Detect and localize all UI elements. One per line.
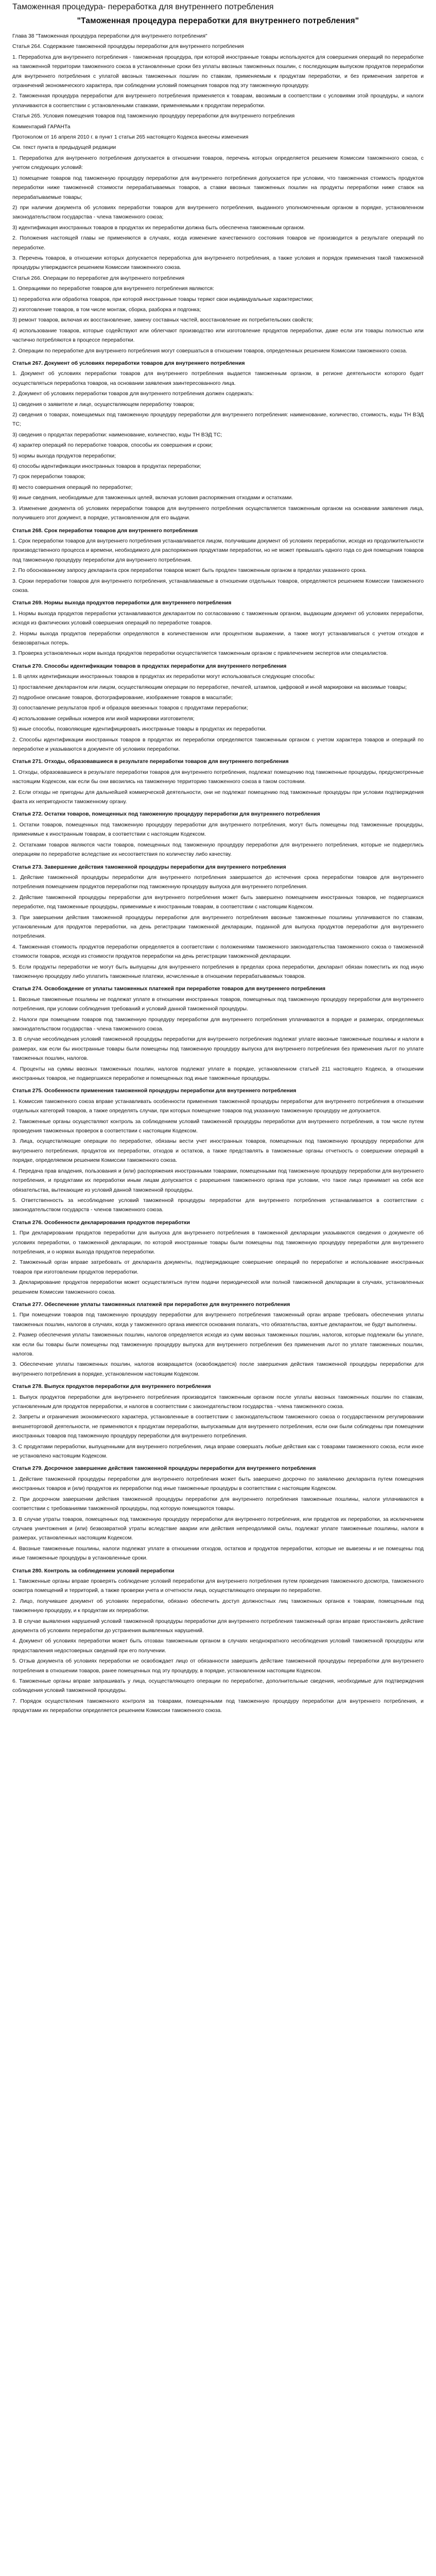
paragraph [12, 1577, 424, 1596]
article-heading: Статья 275. Особенности применения таможенной процедуры переработки для внутреннего потребления [12, 1088, 297, 1094]
paragraph-text: Комментарий ГАРАНТа [12, 124, 71, 130]
paragraph [12, 483, 424, 493]
paragraph [12, 1015, 424, 1035]
paragraph [12, 1278, 424, 1297]
article-heading: Статья 269. Нормы выхода продуктов переработки для внутреннего потребления [12, 600, 232, 606]
paragraph [12, 577, 424, 596]
paragraph [12, 92, 424, 111]
article-heading: Статья 279. Досрочное завершение действия таможенной процедуры переработки для внутреннего потребления [12, 1466, 316, 1472]
paragraph-text: 1. В целях идентификации иностранных товаров в продуктах их переработки могут использоваться следующие способы: [12, 674, 316, 680]
paragraph [12, 1117, 424, 1137]
paragraph [12, 133, 424, 142]
paragraph-text: 4. Передача прав владения, пользования и (или) распоряжения иностранными товарами, помещенными под таможенную процедуру переработки для внутреннего потребления, и продуктами их переработки иным лицам допускается с разрешения таможенного органа при условии, что такое лицо принимает на себя все обязательства, вытекающие из условий данной таможенной процедуры. [12, 1168, 424, 1193]
paragraph-text: Статья 265. Условия помещения товаров под таможенную процедуру переработки для внутреннего потребления [12, 113, 295, 120]
paragraph [12, 736, 424, 755]
paragraph [12, 441, 424, 450]
paragraph-text: 2. Нормы выхода продуктов переработки определяются в количественном или процентном выражении, а также могут устанавливаться с учетом отходов и безвозвратных потерь. [12, 631, 424, 646]
paragraph-text: 3) идентификация иностранных товаров в продуктах их переработки должна быть обеспечена таможенным органом. [12, 225, 305, 231]
article-heading: Статья 277. Обеспечение уплаты таможенных платежей при переработке для внутреннего потребления [12, 1301, 290, 1308]
paragraph-text: 2. Запреты и ограничения экономического характера, установленные в соответствии с законодательством таможенного союза о государственном регулировании внешнеторговой деятельности, не применяются к продуктам переработки, выпускаемым для внутреннего потребления, если они были соблюдены при помещении иностранных товаров под таможенную процедуру переработки для внутреннего потребления. [12, 1414, 424, 1439]
paragraph [12, 566, 424, 575]
paragraph-text: 7) срок переработки товаров; [12, 474, 85, 480]
paragraph [12, 1311, 424, 1330]
paragraph-text: 4. Ввозные таможенные пошлины, налоги подлежат уплате в отношении отходов, остатков и продуктов переработки, которые не вывезены и не помещены под иные таможенные процедуры в установленные сроки. [12, 1546, 424, 1562]
paragraph [12, 609, 424, 629]
paragraph [12, 630, 424, 649]
paragraph-text: 3. Обеспечение уплаты таможенных пошлин, налогов возвращается (освобождается) после завершения действия таможенной процедуры переработки для внутреннего потребления в порядке, установленном настоящим Кодексом. [12, 1362, 424, 1377]
paragraph-text: 1. При декларировании продуктов переработки для выпуска для внутреннего потребления в таможенной декларации указываются сведения о документе об условиях переработки, о таможенной декларации, по которой иностранные товары были помещены под таможенную процедуру переработки для внутреннего потребления, и о нормах выхода продуктов переработки. [12, 1230, 424, 1255]
paragraph [12, 53, 424, 91]
paragraph [12, 873, 424, 892]
paragraph [12, 1360, 424, 1379]
paragraph [12, 757, 424, 767]
paragraph-text: 6. Таможенные органы вправе запрашивать у лица, осуществляющего операции по переработке, дополнительные сведения, необходимые для подтверждения соблюдения условий таможенной процедуры. [12, 1679, 424, 1694]
paragraph-text: 3. Проверка установленных норм выхода продуктов переработки осуществляется таможенным органом с привлечением экспертов или специалистов. [12, 651, 388, 657]
article-heading: Статья 272. Остатки товаров, помещенных под таможенную процедуру переработки для внутреннего потребления [12, 811, 320, 818]
paragraph [12, 985, 424, 994]
paragraph [12, 649, 424, 658]
paragraph-text: 4. Таможенная стоимость продуктов переработки определяется в соответствии с положениями таможенного законодательства таможенного союза о таможенной стоимости товаров, исходя из стоимости продуктов переработки на день регистрации таможенной декларации. [12, 944, 424, 960]
paragraph [12, 494, 424, 503]
paragraph [12, 284, 424, 294]
paragraph-text: 1. Операциями по переработке товаров для внутреннего потребления являются: [12, 286, 214, 292]
paragraph [12, 316, 424, 325]
paragraph [12, 1464, 424, 1473]
paragraph [12, 204, 424, 223]
paragraph-text: 3. В случае несоблюдения условий таможенной процедуры переработки для внутреннего потребления подлежат уплате ввозные таможенные пошлины и налоги в размерах, как если бы иностранные товары были помещены под таможенную процедуру выпуска для внутреннего потребления без применения льгот по уплате таможенных пошлин, налогов. [12, 1037, 424, 1062]
paragraph-text: 2. Действие таможенной процедуры переработки для внутреннего потребления может быть завершено помещением иностранных товаров, не подвергшихся переработке, под таможенные процедуры, применимые к иностранным товарам, в соответствии с настоящим Кодексом. [12, 894, 424, 910]
paragraph [12, 1443, 424, 1462]
paragraph-text: 2. Способы идентификации иностранных товаров в продуктах их переработки определяются таможенным органом с учетом характера товаров и операций по переработке и указываются в документе об условиях переработки. [12, 737, 424, 753]
paragraph-text: 1. Нормы выхода продуктов переработки устанавливаются декларантом по согласованию с таможенным органом, выдающим документ об условиях переработки, исходя из фактических условий совершения операций по переработке товаров. [12, 611, 424, 626]
paragraph [12, 995, 424, 1014]
paragraph [12, 913, 424, 942]
paragraph [12, 154, 424, 173]
paragraph [12, 788, 424, 807]
paragraph [12, 274, 424, 283]
article-heading: Статья 270. Способы идентификации товаров в продуктах переработки для внутреннего потребления [12, 663, 287, 669]
paragraph-text: 2. Остатками товаров являются части товаров, помещенных под таможенную процедуру переработки для внутреннего потребления, которые не подверглись операциям по переработке вследствие их несоответствия по количеству либо качеству. [12, 842, 424, 858]
paragraph [12, 504, 424, 523]
paragraph-text: 4) использование товаров, которые содействуют или облегчают производство или изготовление продуктов переработки, даже если эти товары полностью или частично потребляются в процессе переработки. [12, 328, 424, 344]
paragraph [12, 963, 424, 982]
paragraph [12, 1035, 424, 1063]
paragraph-text: 4) характер операций по переработке товаров, способы их совершения и сроки; [12, 443, 213, 449]
paragraph-text: 1. Переработка для внутреннего потребления допускается в отношении товаров, перечень которых определяется решением Комиссии таможенного союза, с учетом следующих условий: [12, 155, 424, 171]
paragraph-text: 3. С продуктами переработки, выпущенными для внутреннего потребления, лица вправе совершать любые действия как с товарами таможенного союза, если иное не установлено настоящим Кодексом. [12, 1444, 424, 1460]
paragraph [12, 369, 424, 388]
paragraph [12, 715, 424, 724]
paragraph-text: 1. Действие таможенной процедуры переработки для внутреннего потребления может быть завершено досрочно по заявлению декларанта путем помещения иностранных товаров и (или) продуктов их переработки под иные таможенные процедуры в соответствии с настоящим Кодексом. [12, 1476, 424, 1492]
paragraph-text: 1. При помещении товаров под таможенную процедуру переработки для внутреннего потребления таможенный орган вправе требовать обеспечения уплаты таможенных пошлин, налогов в случаях, когда у таможенного органа имеются основания полагать, что обязательства, взятые декларантом, не будут выполнены. [12, 1312, 424, 1328]
article-heading: Статья 276. Особенности декларирования продуктов переработки [12, 1219, 190, 1226]
paragraph-text: 2) изготовление товаров, в том числе монтаж, сборка, разборка и подгонка; [12, 307, 201, 313]
paragraph-text: 3. Лица, осуществляющие операции по переработке, обязаны вести учет иностранных товаров, помещенных под таможенную процедуру переработки для внутреннего потребления, продуктов их переработки, отходов и остатков, а также представлять в таможенные органы отчетность о совершении операций в порядке, определяемом решением Комиссии таможенного союза. [12, 1139, 424, 1164]
paragraph [12, 672, 424, 682]
document-body [12, 32, 424, 1716]
paragraph-text: 2. При досрочном завершении действия таможенной процедуры переработки для внутреннего потребления таможенные пошлины, налоги уплачиваются в соответствии с требованиями таможенной процедуры, под которую помещаются товары. [12, 1496, 424, 1512]
paragraph [12, 123, 424, 132]
paragraph [12, 347, 424, 356]
paragraph [12, 1617, 424, 1636]
paragraph [12, 174, 424, 202]
paragraph [12, 1413, 424, 1441]
paragraph [12, 943, 424, 962]
paragraph [12, 662, 424, 671]
paragraph [12, 1137, 424, 1165]
paragraph-text: 2. Если отходы не пригодны для дальнейшей коммерческой деятельности, они не подлежат помещению под таможенные процедуры при условии подтверждения факта их непригодности таможенному органу. [12, 789, 424, 805]
paragraph [12, 32, 424, 41]
paragraph [12, 1196, 424, 1215]
paragraph-text: 3) сопоставление результатов проб и образцов ввезенных товаров с продуктами переработки; [12, 705, 248, 711]
paragraph [12, 400, 424, 410]
paragraph-text: 1) переработка или обработка товаров, при которой иностранные товары теряют свои индивидуальные характеристики; [12, 296, 313, 302]
paragraph [12, 1087, 424, 1096]
paragraph-text: 1) проставление декларантом или лицом, осуществляющим операции по переработке, печатей, штампов, цифровой и иной маркировки на ввозимые товары; [12, 684, 407, 690]
paragraph [12, 1258, 424, 1277]
paragraph [12, 327, 424, 346]
paragraph [12, 1218, 424, 1228]
paragraph-text: 3. Сроки переработки товаров для внутреннего потребления, устанавливаемые в отношении отдельных товаров, определяются решением Комиссии таможенного союза. [12, 578, 424, 594]
paragraph-text: 1. Переработка для внутреннего потребления - таможенная процедура, при которой иностранные товары используются для совершения операций по переработке на таможенной территории таможенного союза в установленные сроки без уплаты ввозных таможенных пошлин, с последующим выпуском продуктов переработки для внутреннего потребления с уплатой ввозных таможенных пошлин по ставкам, применяемым к продуктам переработки, и без применения запретов и ограничений экономического характера, при соблюдении условий помещения товаров под эту таможенную процедуру. [12, 54, 424, 89]
paragraph-text: 3. При завершении действия таможенной процедуры переработки для внутреннего потребления ввозные таможенные пошлины уплачиваются по ставкам, установленным для продуктов переработки, на день регистрации таможенной декларации, поданной для выпуска продуктов переработки для внутреннего потребления. [12, 914, 424, 940]
paragraph-text: 7. Порядок осуществления таможенного контроля за товарами, помещенными под таможенную процедуру переработки для внутреннего потребления, и продуктами их переработки определяется решением Комиссии таможенного союза. [12, 1698, 424, 1714]
paragraph-text: 2. Лицо, получившее документ об условиях переработки, обязано обеспечить доступ должностных лиц таможенных органов к товарам, помещенным под таможенную процедуру, и к продуктам их переработки. [12, 1598, 424, 1614]
paragraph-text: 1) сведения о заявителе и лице, осуществляющем переработку товаров; [12, 401, 195, 408]
paragraph [12, 306, 424, 315]
paragraph-text: 5) нормы выхода продуктов переработки; [12, 453, 116, 459]
paragraph-text: 5) иные способы, позволяющие идентифицировать иностранные товары в продуктах их переработки. [12, 726, 267, 733]
paragraph [12, 693, 424, 703]
paragraph [12, 389, 424, 399]
paragraph [12, 599, 424, 608]
paragraph [12, 295, 424, 304]
paragraph [12, 234, 424, 253]
paragraph-text: 3) сведения о продуктах переработки: наименование, количество, коды ТН ВЭД ТС; [12, 432, 222, 438]
paragraph [12, 1475, 424, 1494]
paragraph-text: 2. Налоги при помещении товаров под таможенную процедуру переработки для внутреннего потребления уплачиваются в порядке и размерах, определяемых законодательством государства - члена таможенного союза. [12, 1016, 424, 1032]
paragraph [12, 768, 424, 787]
article-heading: Статья 273. Завершение действия таможенной процедуры переработки для внутреннего потребления [12, 864, 286, 870]
paragraph-text: 1. Действие таможенной процедуры переработки для внутреннего потребления завершается до истечения срока переработки товаров для внутреннего потребления помещением продуктов переработки под таможенную процедуру выпуска для внутреннего потребления. [12, 874, 424, 890]
paragraph-text: 2. Документ об условиях переработки товаров для внутреннего потребления должен содержать: [12, 391, 254, 397]
paragraph [12, 537, 424, 565]
paragraph-text: 5. Если продукты переработки не могут быть выпущены для внутреннего потребления в пределах срока переработки, декларант обязан поместить их под иную таможенную процедуру либо уплатить таможенные платежи, исчисленные в отношении перерабатываемых товаров. [12, 964, 424, 979]
paragraph [12, 1597, 424, 1616]
paragraph [12, 1300, 424, 1310]
document-title: "Таможенная процедура переработки для внутреннего потребления" [77, 16, 359, 25]
paragraph-text: 2) сведения о товарах, помещаемых под таможенную процедуру переработки для внутреннего потребления: наименование, количество, стоимость, коды ТН ВЭД ТС; [12, 412, 424, 428]
paragraph-text: 2) при наличии документа об условиях переработки товаров для внутреннего потребления, выданного уполномоченным органом в порядке, установленном законодательством государства - члена таможенного союза; [12, 205, 424, 221]
paragraph-text: Статья 266. Операции по переработке для внутреннего потребления [12, 275, 185, 281]
paragraph [12, 1382, 424, 1392]
paragraph [12, 1097, 424, 1116]
paragraph [12, 683, 424, 692]
page-caption: Таможенная процедура- переработка для внутреннего потребления [12, 3, 274, 11]
article-heading: Статья 280. Контроль за соблюдением условий переработки [12, 1568, 175, 1574]
paragraph [12, 1677, 424, 1696]
article-heading: Статья 278. Выпуск продуктов переработки для внутреннего потребления [12, 1384, 211, 1390]
paragraph [12, 725, 424, 734]
paragraph-text: 4) использование серийных номеров или иной маркировки изготовителя; [12, 716, 195, 722]
paragraph [12, 431, 424, 440]
paragraph-text: 1. Документ об условиях переработки товаров для внутреннего потребления выдается таможенным органом, в регионе деятельности которого будет осуществляться переработка товаров, на основании заявления заинтересованного лица. [12, 371, 424, 386]
paragraph-text: 1. Таможенные органы вправе проверять соблюдение условий переработки для внутреннего потребления путем проведения таможенного досмотра, таможенного осмотра помещений и территорий, а также проверки учета и отчетности лица, осуществляющего операции по переработке. [12, 1578, 424, 1594]
paragraph-text: 3. Изменение документа об условиях переработки товаров для внутреннего потребления осуществляется таможенным органом на основании заявления лица, получившего этот документ, в порядке, установленном для его выдачи. [12, 505, 424, 521]
paragraph [12, 112, 424, 121]
paragraph [12, 472, 424, 482]
paragraph-text: Статья 264. Содержание таможенной процедуры переработки для внутреннего потребления [12, 44, 244, 50]
paragraph [12, 810, 424, 819]
article-heading: Статья 268. Срок переработки товаров для внутреннего потребления [12, 528, 198, 534]
paragraph [12, 452, 424, 461]
paragraph [12, 1637, 424, 1656]
paragraph [12, 254, 424, 273]
paragraph [12, 1331, 424, 1359]
paragraph-text: 1. Выпуск продуктов переработки для внутреннего потребления производится таможенным органом после уплаты ввозных таможенных пошлин по ставкам, установленным для продуктов переработки, и налогов в соответствии с законодательством государства - члена таможенного союза. [12, 1394, 424, 1410]
paragraph-text: 2. Таможенные органы осуществляют контроль за соблюдением условий таможенной процедуры переработки для внутреннего потребления, в том числе путем проведения таможенных проверок в соответствии с настоящим Кодексом. [12, 1118, 424, 1134]
paragraph-text: 4. Документ об условиях переработки может быть отозван таможенным органом в случаях неоднократного несоблюдения условий таможенной процедуры или предоставления недостоверных сведений при его получении. [12, 1638, 424, 1654]
paragraph [12, 1567, 424, 1576]
paragraph [12, 411, 424, 430]
paragraph-text: 1) помещение товаров под таможенную процедуру переработки для внутреннего потребления допускается при условии, что таможенная стоимость продуктов переработки ниже таможенной стоимости перерабатываемых товаров, а ставки ввозных таможенных пошлин на продукты переработки ниже ставок на перерабатываемые товары; [12, 175, 424, 200]
paragraph-text: 2. По обоснованному запросу декларанта срок переработки товаров может быть продлен таможенным органом в пределах указанного срока. [12, 568, 367, 574]
paragraph-text: 2. Размер обеспечения уплаты таможенных пошлин, налогов определяется исходя из сумм ввозных таможенных пошлин, налогов, которые подлежали бы уплате, как если бы товары были помещены под таможенную процедуру выпуска для внутреннего потребления без применения льгот по уплате таможенных пошлин, налогов. [12, 1332, 424, 1357]
paragraph-text: 3. В случае выявления нарушений условий таможенной процедуры переработки для внутреннего потребления таможенный орган вправе приостановить действие документа об условиях переработки до устранения выявленных нарушений. [12, 1618, 424, 1634]
paragraph-text: 1. Комиссия таможенного союза вправе устанавливать особенности применения таможенной процедуры переработки для внутреннего потребления в отношении отдельных категорий товаров, а также определять случаи, при которых помещение товаров под указанную таможенную процедуру не допускается. [12, 1098, 424, 1114]
paragraph-text: 3) ремонт товаров, включая их восстановление, замену составных частей, восстановление их потребительских свойств; [12, 317, 313, 324]
article-heading: Статья 267. Документ об условиях переработки товаров для внутреннего потребления [12, 361, 245, 366]
paragraph-text: 3. Перечень товаров, в отношении которых допускается переработка для внутреннего потребления, а также условия и порядок применения такой таможенной процедуры утверждаются решением Комиссии таможенного союза. [12, 255, 424, 271]
paragraph [12, 893, 424, 912]
paragraph [12, 821, 424, 840]
paragraph-text: Глава 38 "Таможенная процедура переработки для внутреннего потребления" [12, 33, 207, 39]
paragraph-text: 2. Таможенный орган вправе затребовать от декларанта документы, подтверждающие совершение операций по переработке и использование иностранных товаров при изготовлении продуктов переработки. [12, 1260, 424, 1275]
paragraph [12, 1697, 424, 1716]
paragraph [12, 1495, 424, 1514]
paragraph [12, 1657, 424, 1676]
paragraph [12, 704, 424, 713]
paragraph-text: 3. В случае утраты товаров, помещенных под таможенную процедуру переработки для внутреннего потребления, или продуктов их переработки, за исключением случаев уничтожения и (или) безвозвратной утраты вследствие аварии или действия непреодолимой силы, подлежат уплате таможенные пошлины, налоги в размерах, установленных настоящим Кодексом. [12, 1516, 424, 1541]
paragraph [12, 1515, 424, 1544]
paragraph-text: 1. Срок переработки товаров для внутреннего потребления устанавливается лицом, получившим документ об условиях переработки, исходя из продолжительности производственного процесса и времени, необходимого для распоряжения продуктами переработки, но не может превышать одного года со дня помещения товаров под таможенную процедуру переработки для внутреннего потребления. [12, 538, 424, 563]
paragraph-text: 5. Ответственность за несоблюдение условий таможенной процедуры переработки для внутреннего потребления устанавливается в соответствии с законодательством государств - членов таможенного союза. [12, 1197, 424, 1213]
article-heading: Статья 271. Отходы, образовавшиеся в результате переработки товаров для внутреннего потребления [12, 759, 289, 765]
paragraph [12, 1393, 424, 1412]
article-heading: Статья 274. Освобождение от уплаты таможенных платежей при переработке товаров для внутреннего потребления [12, 986, 326, 992]
paragraph [12, 143, 424, 152]
paragraph-text: 2) подробное описание товаров, фотографирование, изображение товаров в масштабе; [12, 695, 233, 701]
paragraph-text: См. текст пункта в предыдущей редакции [12, 145, 116, 151]
paragraph-text: 2. Положения настоящей главы не применяются в случаях, когда изменение качественного состояния товаров не производится в результате операций по переработке. [12, 235, 424, 251]
paragraph [12, 359, 424, 368]
paragraph-text: Протоколом от 16 апреля 2010 г. в пункт 1 статьи 265 настоящего Кодекса внесены изменения [12, 134, 249, 141]
paragraph-text: 1. Отходы, образовавшиеся в результате переработки товаров для внутреннего потребления, подлежат помещению под таможенные процедуры, предусмотренные настоящим Кодексом, как если бы они ввозились на таможенную территорию таможенного союза в таком состоянии. [12, 769, 424, 785]
paragraph-text: 2. Операции по переработке для внутреннего потребления могут совершаться в отношении товаров, определенных решением Комиссии таможенного союза. [12, 348, 408, 354]
paragraph [12, 224, 424, 233]
paragraph-text: 1. Остатки товаров, помещенных под таможенную процедуру переработки для внутреннего потребления, могут быть помещены под таможенные процедуры, применимые к иностранным товарам, в соответствии с настоящим Кодексом. [12, 822, 424, 838]
paragraph-text: 6) способы идентификации иностранных товаров в продуктах переработки; [12, 464, 201, 470]
paragraph [12, 841, 424, 860]
paragraph [12, 1545, 424, 1564]
paragraph-text: 5. Отзыв документа об условиях переработки не освобождает лицо от обязанности завершить действие таможенной процедуры переработки для внутреннего потребления в отношении товаров, ранее помещенных под эту процедуру, в порядке, установленном настоящим Кодексом. [12, 1658, 424, 1674]
paragraph [12, 1229, 424, 1257]
paragraph [12, 1167, 424, 1195]
paragraph-text: 9) иные сведения, необходимые для таможенных целей, включая условия распоряжения отходами и остатками. [12, 495, 293, 501]
paragraph-text: 4. Проценты на суммы ввозных таможенных пошлин, налогов подлежат уплате в порядке, установленном статьей 211 настоящего Кодекса, в отношении иностранных товаров, не подвергшихся переработке и помещенных под иные таможенные процедуры. [12, 1066, 424, 1082]
paragraph-text: 1. Ввозные таможенные пошлины не подлежат уплате в отношении иностранных товаров, помещенных под таможенную процедуру переработки для внутреннего потребления, при условии соблюдения требований и условий данной таможенной процедуры. [12, 996, 424, 1012]
paragraph [12, 462, 424, 471]
paragraph [12, 1065, 424, 1084]
paragraph [12, 863, 424, 872]
paragraph-text: 3. Декларирование продуктов переработки может осуществляться путем подачи периодической или полной таможенной декларации в случаях, установленных решением Комиссии таможенного союза. [12, 1280, 424, 1295]
paragraph [12, 42, 424, 52]
paragraph [12, 527, 424, 536]
paragraph-text: 8) место совершения операций по переработке; [12, 484, 133, 490]
paragraph-text: 2. Таможенная процедура переработки для внутреннего потребления применяется к товарам, ввозимым в соответствии с условиями этой процедуры, и налоги уплачиваются в соответствии с установленными ставками, применяемыми к продуктам переработки. [12, 93, 424, 109]
